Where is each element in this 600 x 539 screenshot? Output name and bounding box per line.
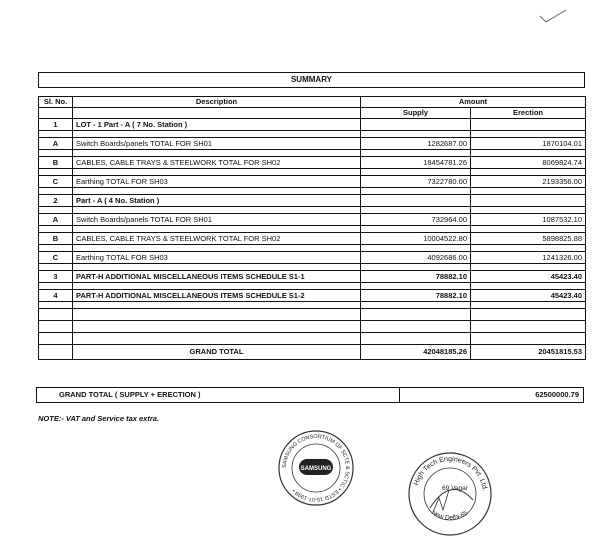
row-supply: 7322780.00 <box>361 176 471 188</box>
note-text: NOTE:- VAT and Service tax extra. <box>38 414 160 423</box>
header-sl-no: Sl. No. <box>39 97 73 108</box>
row-description: Earthing TOTAL FOR SH03 <box>73 252 361 264</box>
table-row <box>39 195 586 207</box>
row-sl-no: C <box>39 252 73 264</box>
row-supply: 732964.00 <box>361 214 471 226</box>
row-supply: 78882.10 <box>361 271 471 283</box>
row-sl-no: 3 <box>39 271 73 283</box>
svg-text:SAMSUNG: SAMSUNG <box>300 466 332 472</box>
row-erection <box>471 119 586 131</box>
header-amount: Amount <box>361 97 586 108</box>
row-description: Switch Boards/panels TOTAL FOR SH01 <box>73 214 361 226</box>
row-description: LOT - 1 Part - A ( 7 No. Station ) <box>73 119 361 131</box>
table-row <box>39 252 586 264</box>
row-sl-no: 4 <box>39 290 73 302</box>
row-erection: 1870104.01 <box>471 138 586 150</box>
row-supply <box>361 119 471 131</box>
table-row <box>39 176 586 188</box>
row-supply: 1282687.00 <box>361 138 471 150</box>
table-row <box>39 290 586 302</box>
company-seal-stamp <box>405 450 495 538</box>
table-row <box>39 119 586 131</box>
row-erection <box>471 195 586 207</box>
header-erection: Erection <box>471 108 586 119</box>
row-erection: 2193356.00 <box>471 176 586 188</box>
grand-total-combined-label: GRAND TOTAL ( SUPPLY + ERECTION ) <box>59 390 201 399</box>
header-supply: Supply <box>361 108 471 119</box>
grand-total-label: GRAND TOTAL <box>73 345 361 360</box>
row-erection: 8069824.74 <box>471 157 586 169</box>
row-sl-no: C <box>39 176 73 188</box>
empty-row <box>39 309 586 321</box>
svg-text:69 Vagar: 69 Vagar <box>442 485 468 492</box>
grand-total-supply: 42048185.26 <box>361 345 471 360</box>
svg-text:High Tech Engineers Pvt. Ltd.: High Tech Engineers Pvt. Ltd. <box>413 455 488 492</box>
row-description: Earthing TOTAL FOR SH03 <box>73 176 361 188</box>
row-sl-no: 1 <box>39 119 73 131</box>
row-supply: 18454781.26 <box>361 157 471 169</box>
row-sl-no: A <box>39 138 73 150</box>
row-erection: 45423.40 <box>471 271 586 283</box>
summary-table <box>38 96 586 360</box>
row-supply: 78882.10 <box>361 290 471 302</box>
grand-total-erection: 20451815.53 <box>471 345 586 360</box>
row-erection: 5898825.88 <box>471 233 586 245</box>
grand-total-combined-value: 62500000.79 <box>535 390 579 399</box>
empty-row <box>39 333 586 345</box>
empty-row <box>39 321 586 333</box>
table-row <box>39 271 586 283</box>
row-sl-no: A <box>39 214 73 226</box>
row-description: PART-H ADDITIONAL MISCELLANEOUS ITEMS SCHEDULE S1-1 <box>73 271 361 283</box>
row-sl-no: 2 <box>39 195 73 207</box>
check-mark-icon <box>538 8 568 24</box>
row-erection: 1087532.10 <box>471 214 586 226</box>
table-row <box>39 138 586 150</box>
samsung-seal-stamp <box>277 429 355 507</box>
row-description: PART-H ADDITIONAL MISCELLANEOUS ITEMS SCHEDULE S1-2 <box>73 290 361 302</box>
row-description: Part - A ( 4 No. Station ) <box>73 195 361 207</box>
row-supply: 4092686.00 <box>361 252 471 264</box>
row-supply <box>361 195 471 207</box>
table-row <box>39 157 586 169</box>
row-sl-no: B <box>39 233 73 245</box>
row-description: CABLES, CABLE TRAYS & STEELWORK TOTAL FOR SH02 <box>73 157 361 169</box>
grand-total-row <box>39 345 586 360</box>
table-row <box>39 214 586 226</box>
row-description: CABLES, CABLE TRAYS & STEELWORK TOTAL FOR SH02 <box>73 233 361 245</box>
svg-text:New Delhi-65: New Delhi-65 <box>430 509 470 522</box>
row-erection: 45423.40 <box>471 290 586 302</box>
header-description: Description <box>73 97 361 108</box>
row-sl-no: B <box>39 157 73 169</box>
summary-title: SUMMARY <box>38 72 585 88</box>
grand-total-combined <box>36 387 584 403</box>
table-row <box>39 233 586 245</box>
row-description: Switch Boards/panels TOTAL FOR SH01 <box>73 138 361 150</box>
row-erection: 1241326.00 <box>471 252 586 264</box>
svg-text:SAMSUNG CONSORTIUM OF SCTE & S: SAMSUNG CONSORTIUM OF SCTE & SCTIC • ESTD 15-07-1999 • <box>281 433 351 503</box>
row-supply: 10004522.80 <box>361 233 471 245</box>
